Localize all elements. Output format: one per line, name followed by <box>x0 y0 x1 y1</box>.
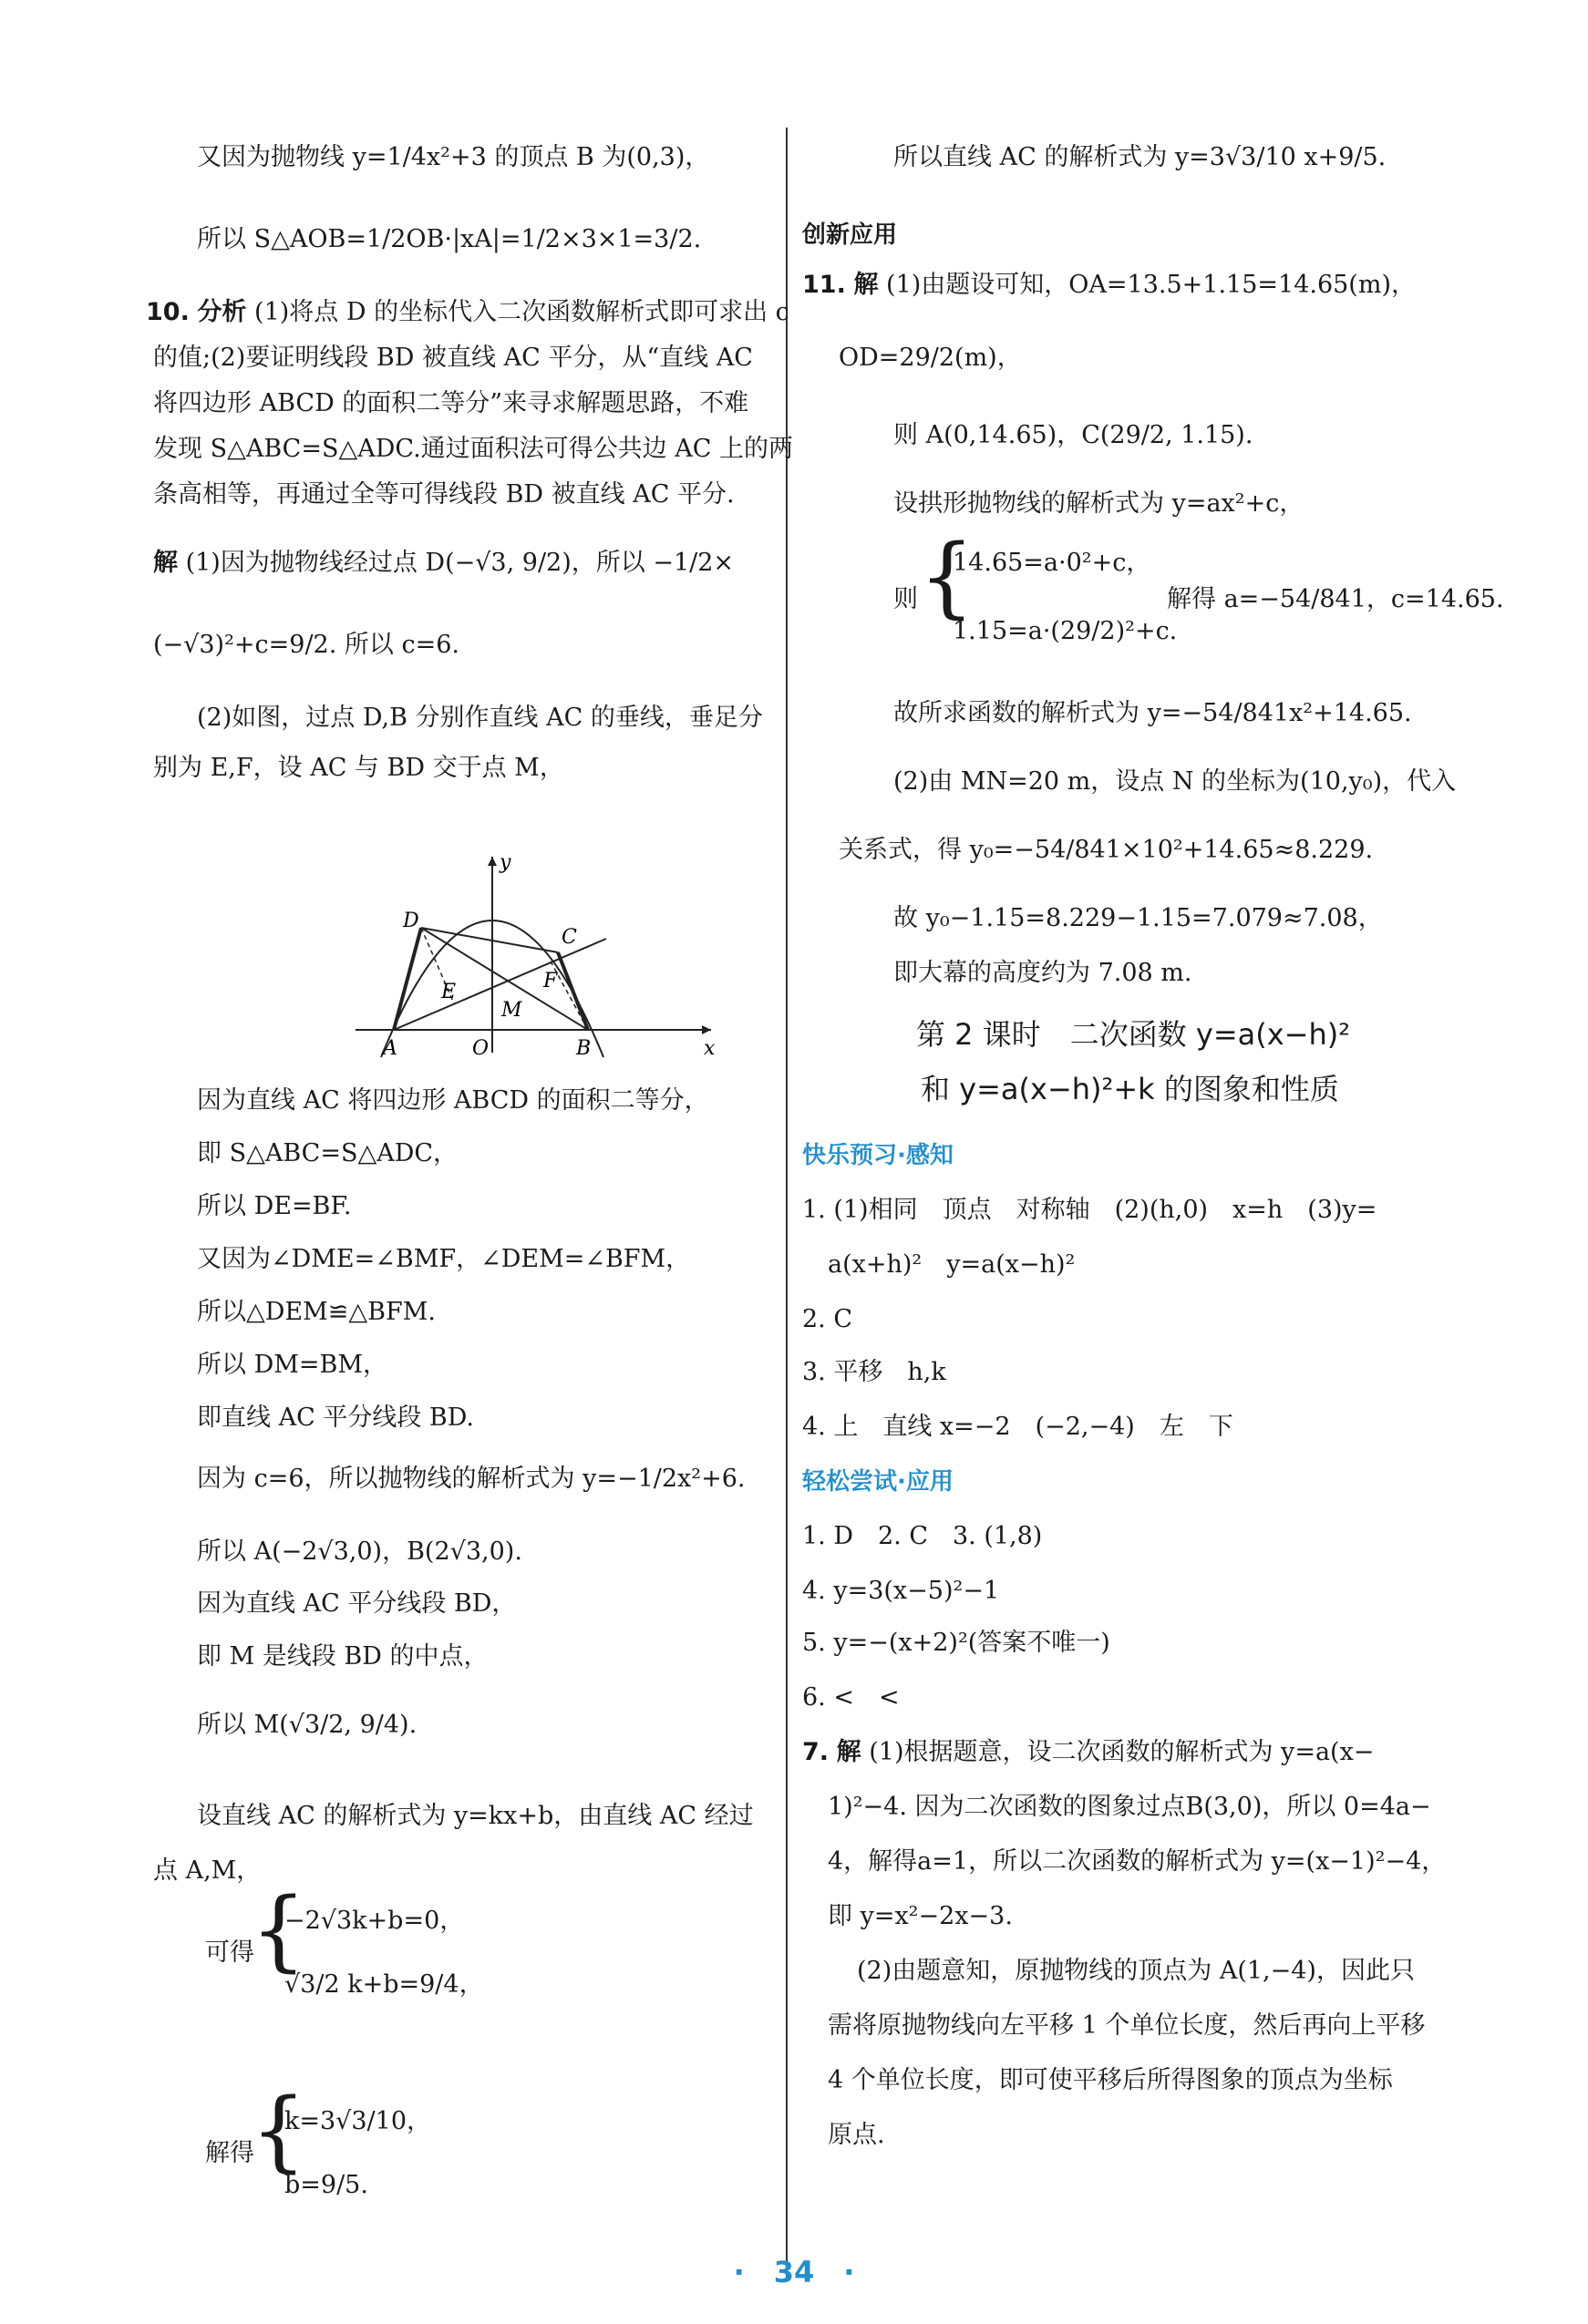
text-line: 所以 DE=BF. <box>197 1192 352 1220</box>
equation-line: −2√3k+b=0， <box>284 1907 465 1935</box>
text-line: OD=29/2(m)， <box>839 344 1022 372</box>
text-line: (2)如图，过点 D,B 分别作直线 AC 的垂线，垂足分 <box>197 704 763 732</box>
text-line: 即 y=x²−2x−3. <box>828 1902 1013 1930</box>
text-line: 点 A,M， <box>153 1856 262 1885</box>
text-line: 则 <box>893 585 918 613</box>
text-line: 别为 E,F，设 AC 与 BD 交于点 M， <box>153 754 564 782</box>
text-line: (1)由题设可知，OA=13.5+1.15=14.65(m)， <box>886 271 1416 299</box>
text-line: 所以 S△AOB=1/2OB·|xA|=1/2×3×1=3/2. <box>197 225 702 253</box>
page-number: · 34 · <box>733 2255 855 2289</box>
line-ac <box>394 939 606 1030</box>
text-line: 所以 DM=BM， <box>197 1351 387 1379</box>
answer-line: 4. y=3(x−5)²−1 <box>802 1577 1000 1605</box>
text-line: 解得 <box>205 2139 254 2167</box>
solution-label: 解 <box>836 1738 861 1766</box>
text-line: (1)因为抛物线经过点 D(−√3, 9/2)，所以 −1/2× <box>185 549 735 577</box>
answer-line: 6. < < <box>802 1683 900 1712</box>
answer-line: 2. C <box>802 1305 853 1333</box>
text-line: (1)将点 D 的坐标代入二次函数解析式即可求出 c <box>254 298 789 326</box>
equation-line: 14.65=a·0²+c， <box>953 549 1151 577</box>
answer-line: 3. 平移 h,k <box>802 1358 946 1386</box>
text-line: 即 S△ABC=S△ADC， <box>197 1139 459 1167</box>
text-line: 1)²−4. 因为二次函数的图象过点B(3,0)，所以 0=4a− <box>828 1793 1431 1821</box>
text-line: 需将原抛物线向左平移 1 个单位长度，然后再向上平移 <box>828 2011 1426 2040</box>
equation-line: √3/2 k+b=9/4， <box>284 1970 484 1999</box>
text-line: 将四边形 ABCD 的面积二等分”来寻求解题思路，不难 <box>153 389 749 417</box>
equation-line: b=9/5. <box>284 2171 368 2199</box>
label-a: A <box>383 1037 397 1060</box>
text-line: 条高相等，再通过全等可得线段 BD 被直线 AC 平分. <box>153 480 735 509</box>
label-f: F <box>543 970 558 992</box>
label-m: M <box>501 999 522 1022</box>
text-line: 可得 <box>205 1938 254 1967</box>
answer-line: 5. y=−(x+2)²(答案不唯一) <box>802 1629 1110 1657</box>
text-line: 因为直线 AC 平分线段 BD， <box>197 1589 517 1618</box>
answer-line: 1. D 2. C 3. (1,8) <box>802 1522 1043 1550</box>
text-line: 即直线 AC 平分线段 BD. <box>197 1404 475 1432</box>
answer-line: 1. (1)相同 顶点 对称轴 (2)(h,0) x=h (3)y= <box>802 1196 1377 1224</box>
text-line: (1)根据题意，设二次函数的解析式为 y=a(x− <box>869 1738 1375 1766</box>
text-line: (−√3)²+c=9/2. 所以 c=6. <box>153 631 459 659</box>
left-brace-icon: { <box>251 2080 307 2182</box>
label-d: D <box>403 910 419 932</box>
text-line: 的值;(2)要证明线段 BD 被直线 AC 平分，从“直线 AC <box>153 344 753 372</box>
answer-line: a(x+h)² y=a(x−h)² <box>828 1250 1076 1279</box>
problem-number: 7. <box>802 1738 830 1766</box>
left-brace-icon: { <box>919 526 975 628</box>
problem-10-heading <box>146 296 789 329</box>
label-c: C <box>562 926 577 949</box>
text-line: 4 个单位长度，即可使平移后所得图象的顶点为坐标 <box>828 2066 1393 2094</box>
solution-line <box>146 547 734 580</box>
solution-label: 解 <box>153 549 178 577</box>
text-line: 即大幕的高度约为 7.08 m. <box>893 959 1192 987</box>
text-line: 又因为∠DME=∠BMF，∠DEM=∠BFM， <box>197 1245 691 1273</box>
section-heading-practice: 轻松尝试·应用 <box>802 1468 954 1496</box>
equation-line: 1.15=a·(29/2)²+c. <box>953 617 1178 645</box>
text-line: 原点. <box>828 2121 885 2149</box>
section-heading-preview: 快乐预习·感知 <box>802 1142 954 1169</box>
text-line: 故 y₀−1.15=8.229−1.15=7.079≈7.08， <box>893 904 1383 932</box>
label-b: B <box>576 1037 592 1060</box>
text-line: 所以 M(√3/2, 9/4). <box>197 1711 418 1739</box>
text-line: 因为 c=6，所以抛物线的解析式为 y=−1/2x²+6. <box>197 1465 746 1493</box>
text-line: 又因为抛物线 y=1/4x²+3 的顶点 B 为(0,3)， <box>197 143 710 171</box>
text-line: 设拱形抛物线的解析式为 y=ax²+c， <box>893 489 1304 518</box>
text-line: 设直线 AC 的解析式为 y=kx+b，由直线 AC 经过 <box>197 1802 754 1830</box>
lesson-title-line-1: 第 2 课时 二次函数 y=a(x−h)² <box>916 1017 1351 1052</box>
problem-number: 11. <box>802 271 846 299</box>
text-line: 则 A(0,14.65)，C(29/2, 1.15). <box>893 421 1253 449</box>
problem-7-heading <box>802 1736 1374 1769</box>
text-line: (2)由 MN=20 m，设点 N 的坐标为(10,y₀)，代入 <box>893 767 1457 796</box>
answer-line: 4. 上 直线 x=−2 (−2,−4) 左 下 <box>802 1413 1233 1441</box>
analysis-label: 分析 <box>197 298 247 326</box>
x-axis-arrow-icon <box>702 1025 711 1034</box>
text-line: 因为直线 AC 将四边形 ABCD 的面积二等分， <box>197 1086 709 1115</box>
text-line: 所以 A(−2√3,0)，B(2√3,0). <box>197 1537 522 1566</box>
label-o: O <box>472 1037 490 1060</box>
lesson-title-line-2: 和 y=a(x−h)²+k 的图象和性质 <box>921 1072 1339 1106</box>
problem-number: 10. <box>146 298 190 326</box>
text-line: 4，解得a=1，所以二次函数的解析式为 y=(x−1)²−4， <box>828 1847 1447 1876</box>
section-heading: 创新应用 <box>802 221 898 249</box>
label-e: E <box>441 981 457 1003</box>
text-line: (2)由题意知，原抛物线的顶点为 A(1,−4)，因此只 <box>857 1957 1415 1985</box>
y-axis-arrow-icon <box>488 857 497 866</box>
equation-line: k=3√3/10， <box>284 2107 431 2135</box>
text-line: 即 M 是线段 BD 的中点， <box>197 1642 489 1671</box>
label-x: x <box>704 1037 716 1060</box>
text-line: 发现 S△ABC=S△ADC.通过面积法可得公共边 AC 上的两 <box>153 435 793 463</box>
label-y: y <box>500 852 511 874</box>
segment-cb <box>558 952 588 1030</box>
text-line: 所以△DEM≌△BFM. <box>197 1298 436 1326</box>
segment-ad <box>394 928 421 1030</box>
solution-label: 解 <box>853 271 879 299</box>
text-line: 所以直线 AC 的解析式为 y=3√3/10 x+9/5. <box>893 143 1387 171</box>
left-brace-icon: { <box>251 1879 307 1981</box>
text-line: 故所求函数的解析式为 y=−54/841x²+14.65. <box>893 699 1412 727</box>
text-line: 解得 a=−54/841，c=14.65. <box>1167 585 1504 613</box>
parabola-figure <box>346 852 729 1062</box>
text-line: 关系式，得 y₀=−54/841×10²+14.65≈8.229. <box>839 836 1374 864</box>
problem-11-heading <box>802 269 1416 302</box>
